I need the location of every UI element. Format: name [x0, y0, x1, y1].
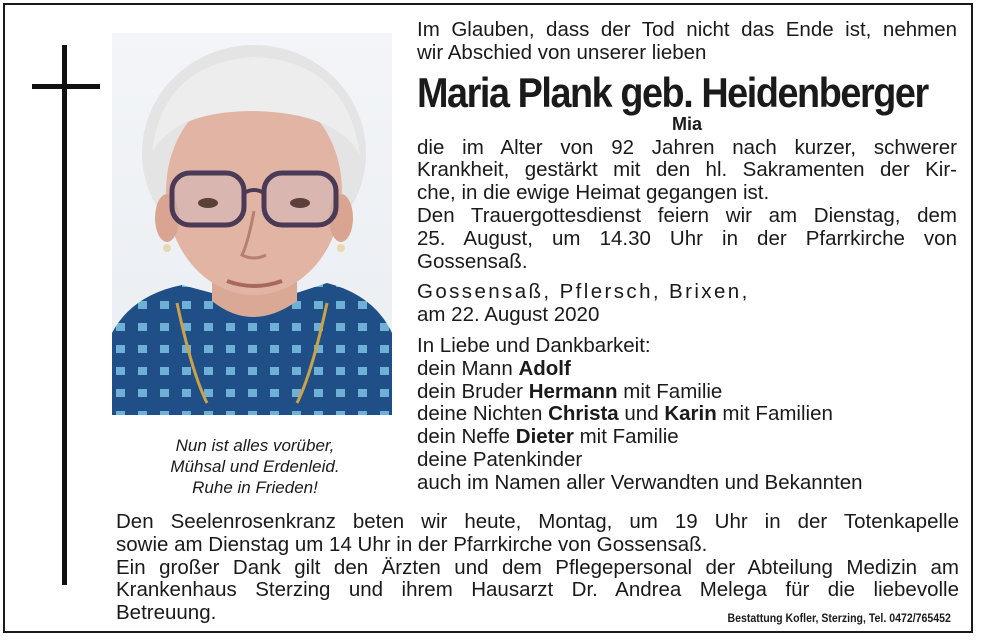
service-line: 25. August, um 14.30 Uhr in der Pfarrkirche von	[417, 226, 957, 250]
bio-line: Krankheit, gestärkt mit den hl. Sakramenten der Kir-	[417, 158, 957, 182]
quote-block	[115, 435, 395, 498]
cross-icon	[62, 45, 67, 585]
announcement-text	[417, 19, 957, 495]
closing-line: Betreuung.	[116, 601, 217, 625]
service-line: Den Trauergottesdienst feiern wir am Dienstag, dem	[417, 203, 957, 227]
closing-text	[116, 511, 959, 625]
portrait-illustration	[112, 33, 392, 415]
service-line: Gossensaß.	[417, 249, 528, 273]
intro-line: wir Abschied von unserer lieben	[417, 40, 707, 64]
closing-line: sowie am Dienstag um 14 Uhr in der Pfarrkirche von Gossensaß.	[116, 532, 708, 556]
mourner-line: deine Nichten Christa und Karin mit Familien	[417, 402, 833, 426]
bio-line: che, in die ewige Heimat gegangen ist.	[417, 181, 770, 205]
mourner-line: deine Patenkinder	[417, 447, 583, 471]
bio-line: die im Alter von 92 Jahren nach kurzer, schwerer	[417, 135, 957, 159]
mourner-line: auch im Namen aller Verwandten und Bekannten	[417, 470, 863, 494]
closing-line: Krankenhaus Sterzing und ihrem Hausarzt Dr. Andrea Melega für die liebevolle	[116, 578, 959, 602]
closing-line: Den Seelenrosenkranz beten wir heute, Montag, um 19 Uhr in der Totenkapelle	[116, 510, 959, 533]
deceased-name: Maria Plank geb. Heidenberger	[417, 68, 928, 116]
intro-line: Im Glauben, dass der Tod nicht das Ende ist, nehmen	[417, 18, 957, 41]
quote-line: Ruhe in Frieden!	[192, 478, 318, 497]
quote-line: Nun ist alles vorüber,	[175, 436, 335, 455]
funeral-home-credit: Bestattung Kofler, Sterzing, Tel. 0472/765452	[727, 611, 951, 625]
portrait-photo	[112, 33, 392, 415]
mourner-line: dein Bruder Hermann mit Familie	[417, 379, 723, 403]
obituary-card	[3, 3, 973, 633]
mourner-line: dein Neffe Dieter mit Familie	[417, 425, 679, 449]
mourner-line: dein Mann Adolf	[417, 356, 571, 380]
quote-line: Mühsal und Erdenleid.	[170, 457, 340, 476]
cross-icon-bar	[32, 84, 100, 89]
place-line: Gossensaß, Pflersch, Brixen,	[417, 280, 750, 304]
date-line: am 22. August 2020	[417, 303, 600, 327]
mourners-intro: In Liebe und Dankbarkeit:	[417, 333, 651, 357]
deceased-nickname: Mia	[671, 113, 702, 134]
closing-line: Ein großer Dank gilt den Ärzten und dem Pflegepersonal der Abteilung Medizin am	[116, 555, 959, 579]
